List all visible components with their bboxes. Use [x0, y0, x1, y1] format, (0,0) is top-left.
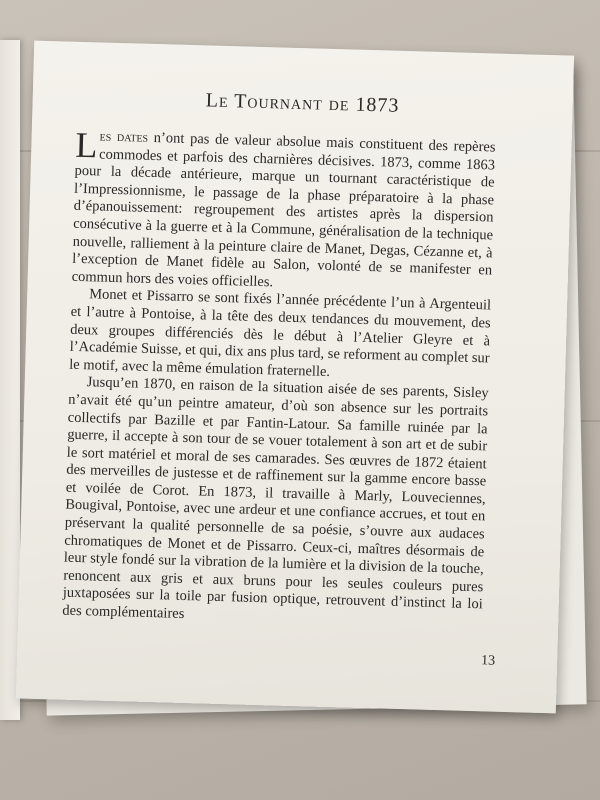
drop-cap: L — [74, 124, 98, 166]
page-title: Le Tournant de 1873 — [205, 89, 400, 117]
book-page — [16, 41, 574, 714]
paragraph-1 — [71, 124, 496, 298]
paragraph-3: Jusqu’en 1870, en raison de la situation aisée de ses parents, Sisley n’avait été qu’un peintre amateur, d’où son absence sur les portraits collectifs par Bazille et par Fantin-Latour. Sa famille ruinée par la guerre, il accepte à son tour de se vouer totalement à son art et de subir le sort matériel et moral de ses camarades. Ses œuvres de 1872 étaient des merveilles de justesse et de raffinement sur la gamme encore basse et voilée de Corot. En 1873, il travaille à Marly, Louveciennes, Bougival, Pontoise, avec une ardeur et une confiance accrues, et tout en préservant la qualité personnelle de sa poésie, s’ouvre aux audaces chromatiques de Monet et de Pissarro. Ceux-ci, maîtres désormais de leur style fondé sur la vibration de la lumière et la division de la touche, renoncent aux gris et aux bruns pour les seules couleurs pures juxtaposées sur la toile par fusion optique, retrouvent d’instinct la loi des complémentaires — [62, 374, 489, 623]
lead-small-caps: es dates — [99, 128, 149, 146]
facing-page-edge — [0, 40, 20, 720]
page-number: 13 — [480, 653, 496, 669]
paragraph-2: Monet et Pissarro se sont fixés l’année précédente l’un à Argenteuil et l’autre à Pontoise, à la tête des deux tendances du mouvement, des deux groupes différenciés dès le début à l’Atelier Gleyre et à l’Académie Suisse, et qui, dix ans plus tard, se reforment au complet sur le motif, avec la même émulation fraternelle. — [69, 286, 492, 380]
page-body — [62, 124, 496, 632]
paragraph-1-text: n’ont pas de valeur absolue mais constituent des repères commodes et parfois des charnières décisives. 1873, comme 1863 pour la décade antérieure, marque un tournant caractéristique de l’Impressionnisme, le passage de la phase préparatoire à la phase d’épanouissement: regroupement des artistes après la dispersion consécutive à la guerre et à la Commune, généralisation de la technique nouvelle, ralliement à la peinture claire de Manet, Degas, Cézanne et, à l’exception de Manet fidèle au Salon, volonté de se manifester en commun hors des voies officielles. — [71, 129, 496, 291]
